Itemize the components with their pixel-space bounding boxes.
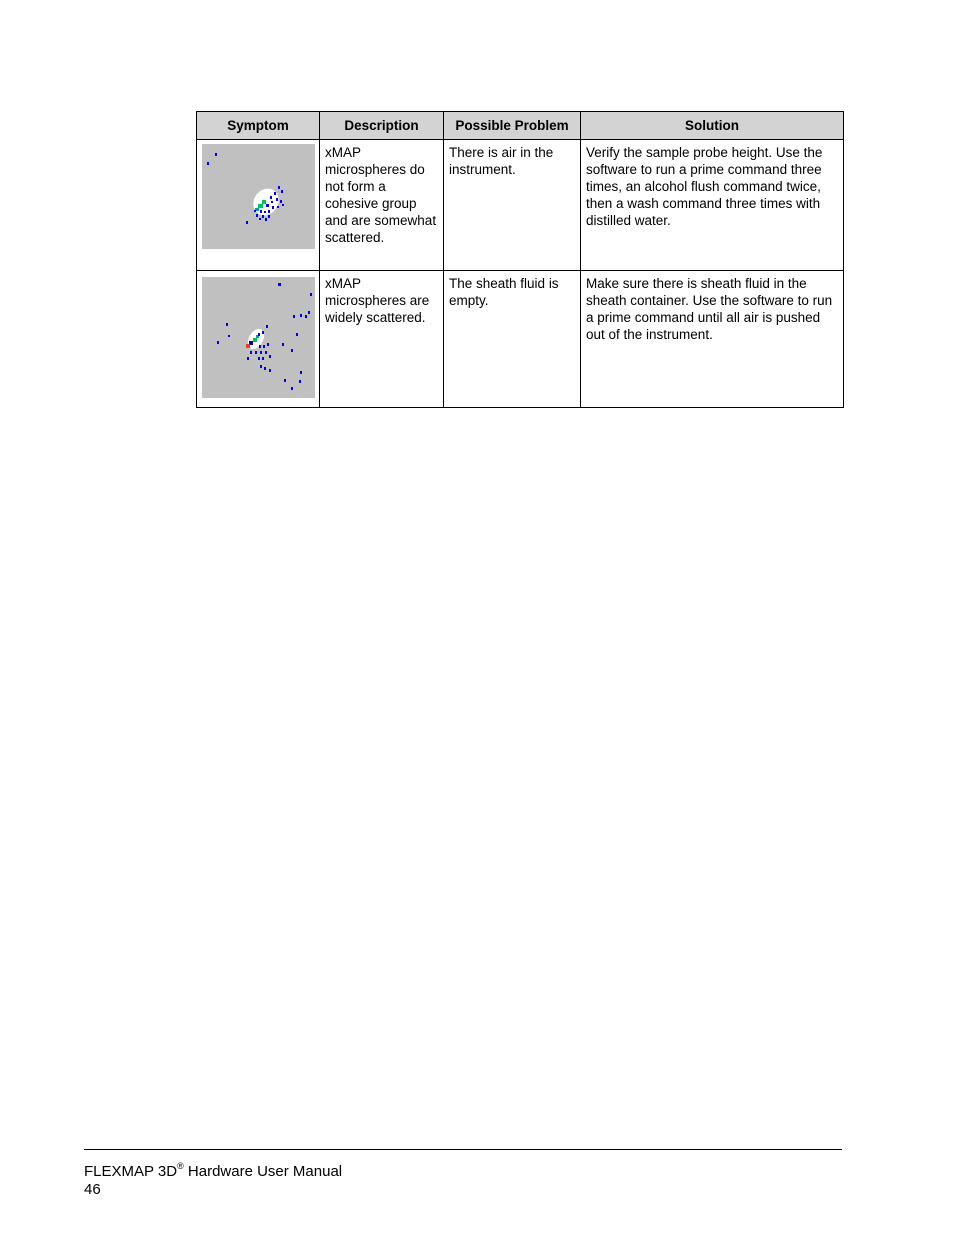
troubleshooting-table bbox=[196, 111, 844, 408]
footer-title-suffix: Hardware User Manual bbox=[183, 1163, 343, 1180]
page-number: 46 bbox=[84, 1181, 101, 1198]
footer-divider bbox=[84, 1149, 842, 1150]
description-cell: xMAP microspheres are widely scattered. bbox=[320, 271, 444, 408]
header-solution: Solution bbox=[581, 112, 844, 140]
symptom-cell bbox=[197, 140, 320, 271]
header-symptom: Symptom bbox=[197, 112, 320, 140]
possible-problem-cell: There is air in the instrument. bbox=[444, 140, 581, 271]
registered-mark: ® bbox=[177, 1161, 184, 1171]
table-row bbox=[197, 271, 844, 408]
solution-cell: Make sure there is sheath fluid in the sheath container. Use the software to run a prime command until all air is pushed out of the instrument. bbox=[581, 271, 844, 408]
scatter-plot-widely-scattered-icon bbox=[202, 277, 315, 398]
solution-cell: Verify the sample probe height. Use the software to run a prime command three times, an alcohol flush command twice, then a wash command three times with distilled water. bbox=[581, 140, 844, 271]
table-header-row bbox=[197, 112, 844, 140]
scatter-plot-somewhat-scattered-icon bbox=[202, 144, 315, 249]
table-row bbox=[197, 140, 844, 271]
possible-problem-cell: The sheath fluid is empty. bbox=[444, 271, 581, 408]
footer-manual-title bbox=[84, 1163, 342, 1181]
description-cell: xMAP microspheres do not form a cohesive group and are somewhat scattered. bbox=[320, 140, 444, 271]
footer-title-main: FLEXMAP 3D bbox=[84, 1163, 178, 1180]
header-description: Description bbox=[320, 112, 444, 140]
symptom-cell bbox=[197, 271, 320, 408]
header-possible-problem: Possible Problem bbox=[444, 112, 581, 140]
